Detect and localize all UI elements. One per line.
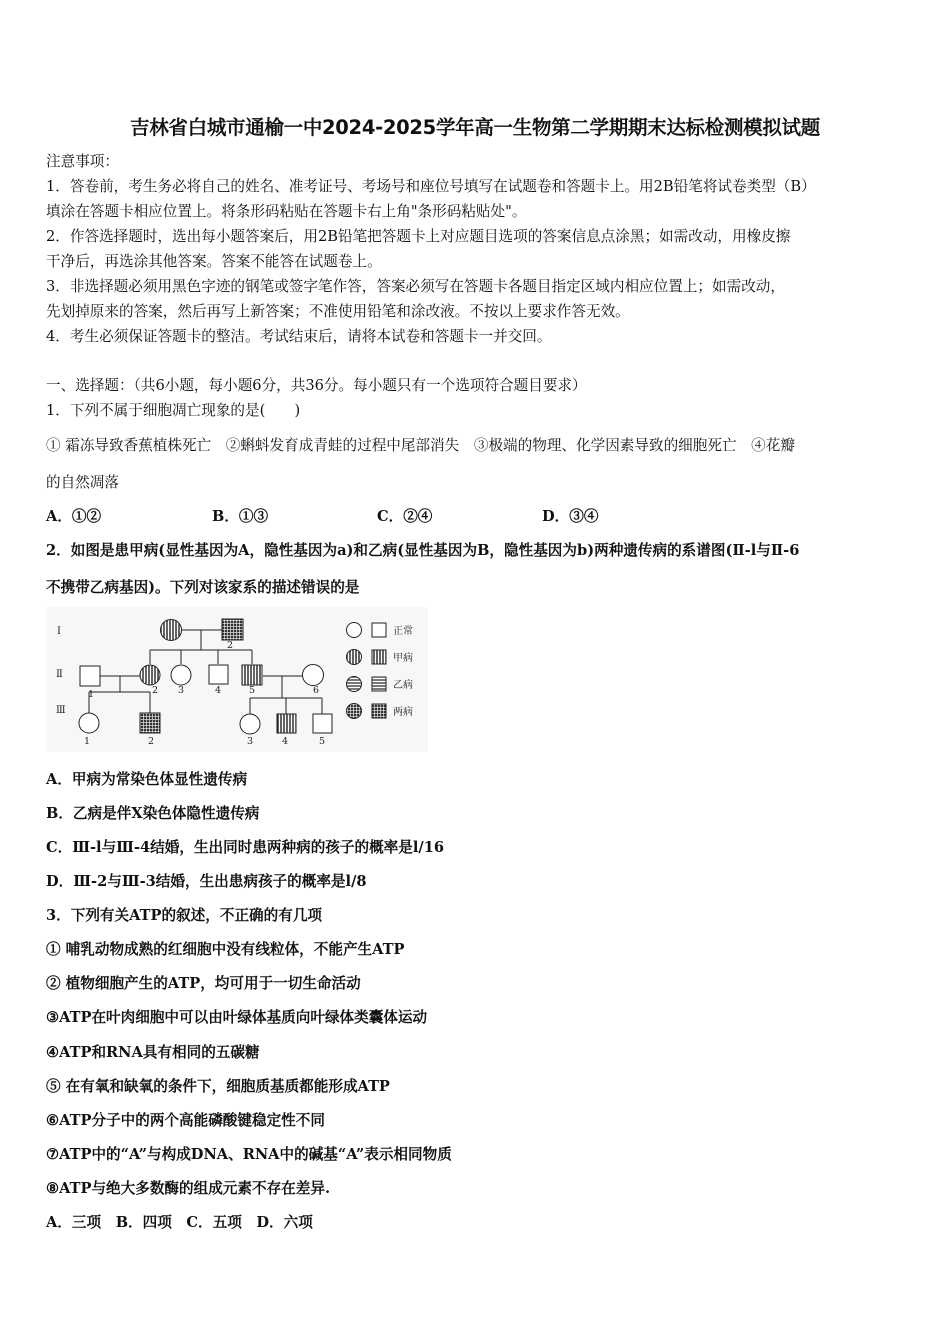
question-3-item: ⑥ATP分子中的两个高能磷酸键稳定性不同 xyxy=(46,1112,325,1129)
individual-number: 5 xyxy=(319,736,326,747)
option-c[interactable]: C．②④ xyxy=(377,508,433,525)
question-3-item: ⑦ATP中的“A”与构成DNA、RNA中的碱基“A”表示相同物质 xyxy=(46,1146,452,1163)
notice-item: 1．答卷前，考生务必将自己的姓名、准考证号、考场号和座位号填写在试题卷和答题卡上。用2B铅笔将试卷类型（B） xyxy=(46,178,816,195)
option-a[interactable]: A．甲病为常染色体显性遗传病 xyxy=(46,771,248,788)
question-3-item: ② 植物细胞产生的ATP，均可用于一切生命活动 xyxy=(46,975,361,992)
legend-label-normal: 正常 xyxy=(393,626,413,637)
individual-number: 2 xyxy=(227,640,234,651)
option-d[interactable]: D．Ⅲ-2与Ⅲ-3结婚，生出患病孩子的概率是l/8 xyxy=(46,873,367,890)
individual-ii-6 xyxy=(303,665,324,686)
individual-iii-3 xyxy=(240,714,260,734)
pedigree-diagram xyxy=(46,607,428,752)
question-3-options[interactable]: A．三项 B．四项 C．五项 D．六项 xyxy=(46,1214,313,1231)
individual-number: 1 xyxy=(88,689,95,700)
individual-ii-4 xyxy=(209,665,228,684)
question-2-stem: 2．如图是患甲病(显性基因为A，隐性基因为a)和乙病(显性基因为B，隐性基因为b)两种遗传病的系谱图(Ⅱ-l与Ⅱ-6 xyxy=(46,542,800,559)
individual-number: 2 xyxy=(148,736,155,747)
individual-ii-5 xyxy=(242,665,262,685)
question-3-item: ④ATP和RNA具有相同的五碳糖 xyxy=(46,1044,260,1061)
question-3-item: ⑤ 在有氧和缺氧的条件下，细胞质基质都能形成ATP xyxy=(46,1078,390,1095)
notice-item: 干净后，再选涂其他答案。答案不能答在试题卷上。 xyxy=(46,253,382,270)
individual-number: 1 xyxy=(84,736,91,747)
question-2-stem-cont: 不携带乙病基因)。下列对该家系的描述错误的是 xyxy=(46,579,360,596)
individual-iii-4 xyxy=(277,714,296,733)
generation-label: Ⅲ xyxy=(56,705,66,716)
question-3-item: ① 哺乳动物成熟的红细胞中没有线粒体，不能产生ATP xyxy=(46,941,405,958)
notice-heading: 注意事项： xyxy=(46,153,119,170)
individual-number: 6 xyxy=(313,685,320,696)
legend-label-both: 两病 xyxy=(393,707,413,718)
option-b[interactable]: B．①③ xyxy=(212,508,269,525)
notice-item: 先划掉原来的答案，然后再写上新答案；不准使用铅笔和涂改液。不按以上要求作答无效。 xyxy=(46,303,630,320)
individual-i-1 xyxy=(161,620,182,641)
page-title: 吉林省白城市通榆一中2024-2025学年高一生物第二学期期末达标检测模拟试题 xyxy=(130,116,820,139)
question-3-stem: 3．下列有关ATP的叙述，不正确的有几项 xyxy=(46,907,323,924)
notice-item: 填涂在答题卡相应位置上。将条形码粘贴在答题卡右上角"条形码粘贴处"。 xyxy=(46,203,527,220)
question-1-stem: 1．下列不属于细胞凋亡现象的是( ) xyxy=(46,402,301,419)
individual-number: 5 xyxy=(249,685,256,696)
question-3-item: ⑧ATP与绝大多数酶的组成元素不存在差异. xyxy=(46,1180,331,1197)
option-c[interactable]: C．Ⅲ-l与Ⅲ-4结婚，生出同时患两种病的孩子的概率是l/16 xyxy=(46,839,445,856)
notice-item: 3．非选择题必须用黑色字迹的钢笔或签字笔作答，答案必须写在答题卡各题目指定区域内相应位置上；如需改动， xyxy=(46,278,785,295)
notice-item: 4．考生必须保证答题卡的整洁。考试结束后，请将本试卷和答题卡一并交回。 xyxy=(46,328,552,345)
generation-label: Ⅰ xyxy=(57,626,61,637)
individual-number: 4 xyxy=(282,736,289,747)
individual-number: 4 xyxy=(215,685,222,696)
individual-ii-1 xyxy=(80,666,100,686)
legend-label-disease-b: 乙病 xyxy=(393,680,413,691)
generation-label: Ⅱ xyxy=(56,669,63,680)
individual-iii-2 xyxy=(140,713,160,733)
individual-number: 2 xyxy=(152,685,159,696)
question-1-items-cont: 的自然凋落 xyxy=(46,474,119,491)
option-d[interactable]: D．③④ xyxy=(542,508,599,525)
option-b[interactable]: B．乙病是伴X染色体隐性遗传病 xyxy=(46,805,260,822)
individual-number: 3 xyxy=(247,736,254,747)
section-heading: 一、选择题：（共6小题，每小题6分，共36分。每小题只有一个选项符合题目要求） xyxy=(46,377,587,394)
legend-label-disease-a: 甲病 xyxy=(393,653,413,664)
question-1-items: ① 霜冻导致香蕉植株死亡 ②蝌蚪发育成青蛙的过程中尾部消失 ③极端的物理、化学因素导致的细胞死亡 ④花瓣 xyxy=(46,437,795,454)
individual-ii-3 xyxy=(171,665,191,685)
option-a[interactable]: A．①② xyxy=(46,508,102,525)
individual-iii-5 xyxy=(313,714,332,733)
notice-item: 2．作答选择题时，选出每小题答案后，用2B铅笔把答题卡上对应题目选项的答案信息点涂黑；如需改动，用橡皮擦 xyxy=(46,228,791,245)
individual-ii-2 xyxy=(140,665,160,685)
individual-number: 3 xyxy=(178,685,185,696)
individual-i-2 xyxy=(222,619,243,640)
question-3-item: ③ATP在叶肉细胞中可以由叶绿体基质向叶绿体类囊体运动 xyxy=(46,1009,428,1026)
individual-iii-1 xyxy=(79,713,99,733)
